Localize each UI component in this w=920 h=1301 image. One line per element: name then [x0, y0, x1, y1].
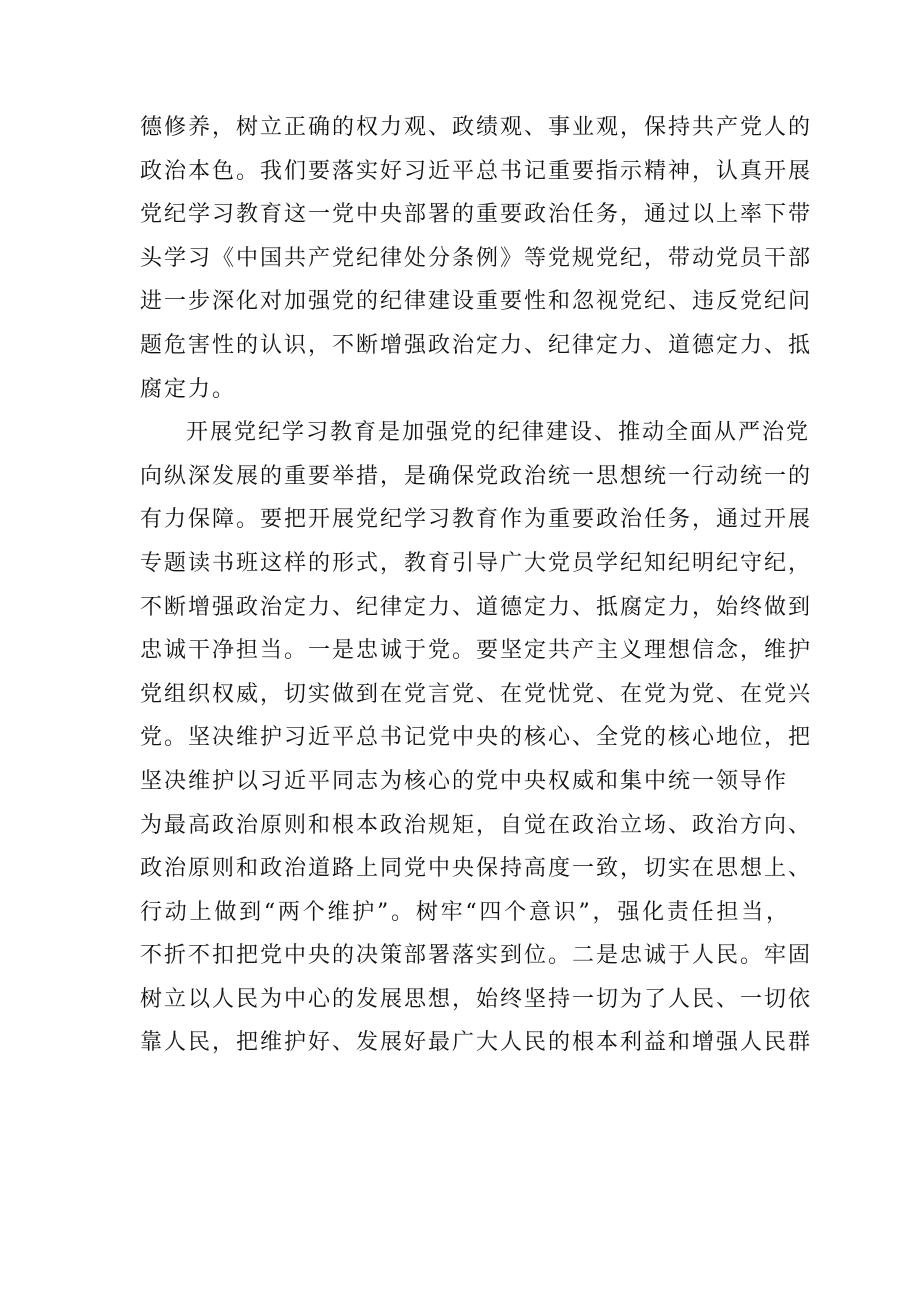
- text-line: 不折不扣把党中央的决策部署落实到位。二是忠诚于人民。牢固: [140, 943, 813, 969]
- text-line: 题危害性的认识，不断增强政治定力、纪律定力、道德定力、抵: [140, 332, 813, 358]
- text-line: 头学习《中国共产党纪律处分条例》等党规党纪，带动党员干部: [140, 245, 813, 271]
- text-line: 行动上做到“两个维护”。树牢“四个意识”，强化责任担当，: [140, 899, 790, 925]
- text-line: 专题读书班这样的形式，教育引导广大党员学纪知纪明纪守纪，: [140, 550, 813, 576]
- document-body: [140, 106, 813, 1065]
- text-line: 德修养，树立正确的权力观、政绩观、事业观，保持共产党人的: [140, 115, 813, 140]
- text-line: 政治原则和政治道路上同党中央保持高度一致，切实在思想上、: [140, 856, 813, 882]
- text-line: 党纪学习教育这一党中央部署的重要政治任务，通过以上率下带: [140, 202, 813, 228]
- text-line: 不断增强政治定力、纪律定力、道德定力、抵腐定力，始终做到: [140, 594, 813, 620]
- text-line: 党。坚决维护习近平总书记党中央的核心、全党的核心地位，把: [140, 725, 813, 751]
- text-line: 靠人民，把维护好、发展好最广大人民的根本利益和增强人民群: [140, 1030, 813, 1056]
- text-line: 坚决维护以习近平同志为核心的党中央权威和集中统一领导作: [140, 768, 789, 794]
- text-line: 有力保障。要把开展党纪学习教育作为重要政治任务，通过开展: [140, 507, 813, 533]
- text-line: 腐定力。: [140, 376, 237, 402]
- text-line: 向纵深发展的重要举措，是确保党政治统一思想统一行动统一的: [140, 463, 813, 489]
- paragraph-first-line: 开展党纪学习教育是加强党的纪律建设、推动全面从严治党: [186, 420, 811, 446]
- text-line: 进一步深化对加强党的纪律建设重要性和忽视党纪、违反党纪问: [140, 289, 813, 315]
- text-line: 为最高政治原则和根本政治规矩，自觉在政治立场、政治方向、: [140, 812, 813, 838]
- text-line: 忠诚干净担当。一是忠诚于党。要坚定共产主义理想信念，维护: [140, 638, 813, 664]
- text-line: 政治本色。我们要落实好习近平总书记重要指示精神，认真开展: [140, 158, 813, 184]
- text-line: 党组织权威，切实做到在党言党、在党忧党、在党为党、在党兴: [140, 681, 813, 707]
- text-line: 树立以人民为中心的发展思想，始终坚持一切为了人民、一切依: [140, 986, 813, 1012]
